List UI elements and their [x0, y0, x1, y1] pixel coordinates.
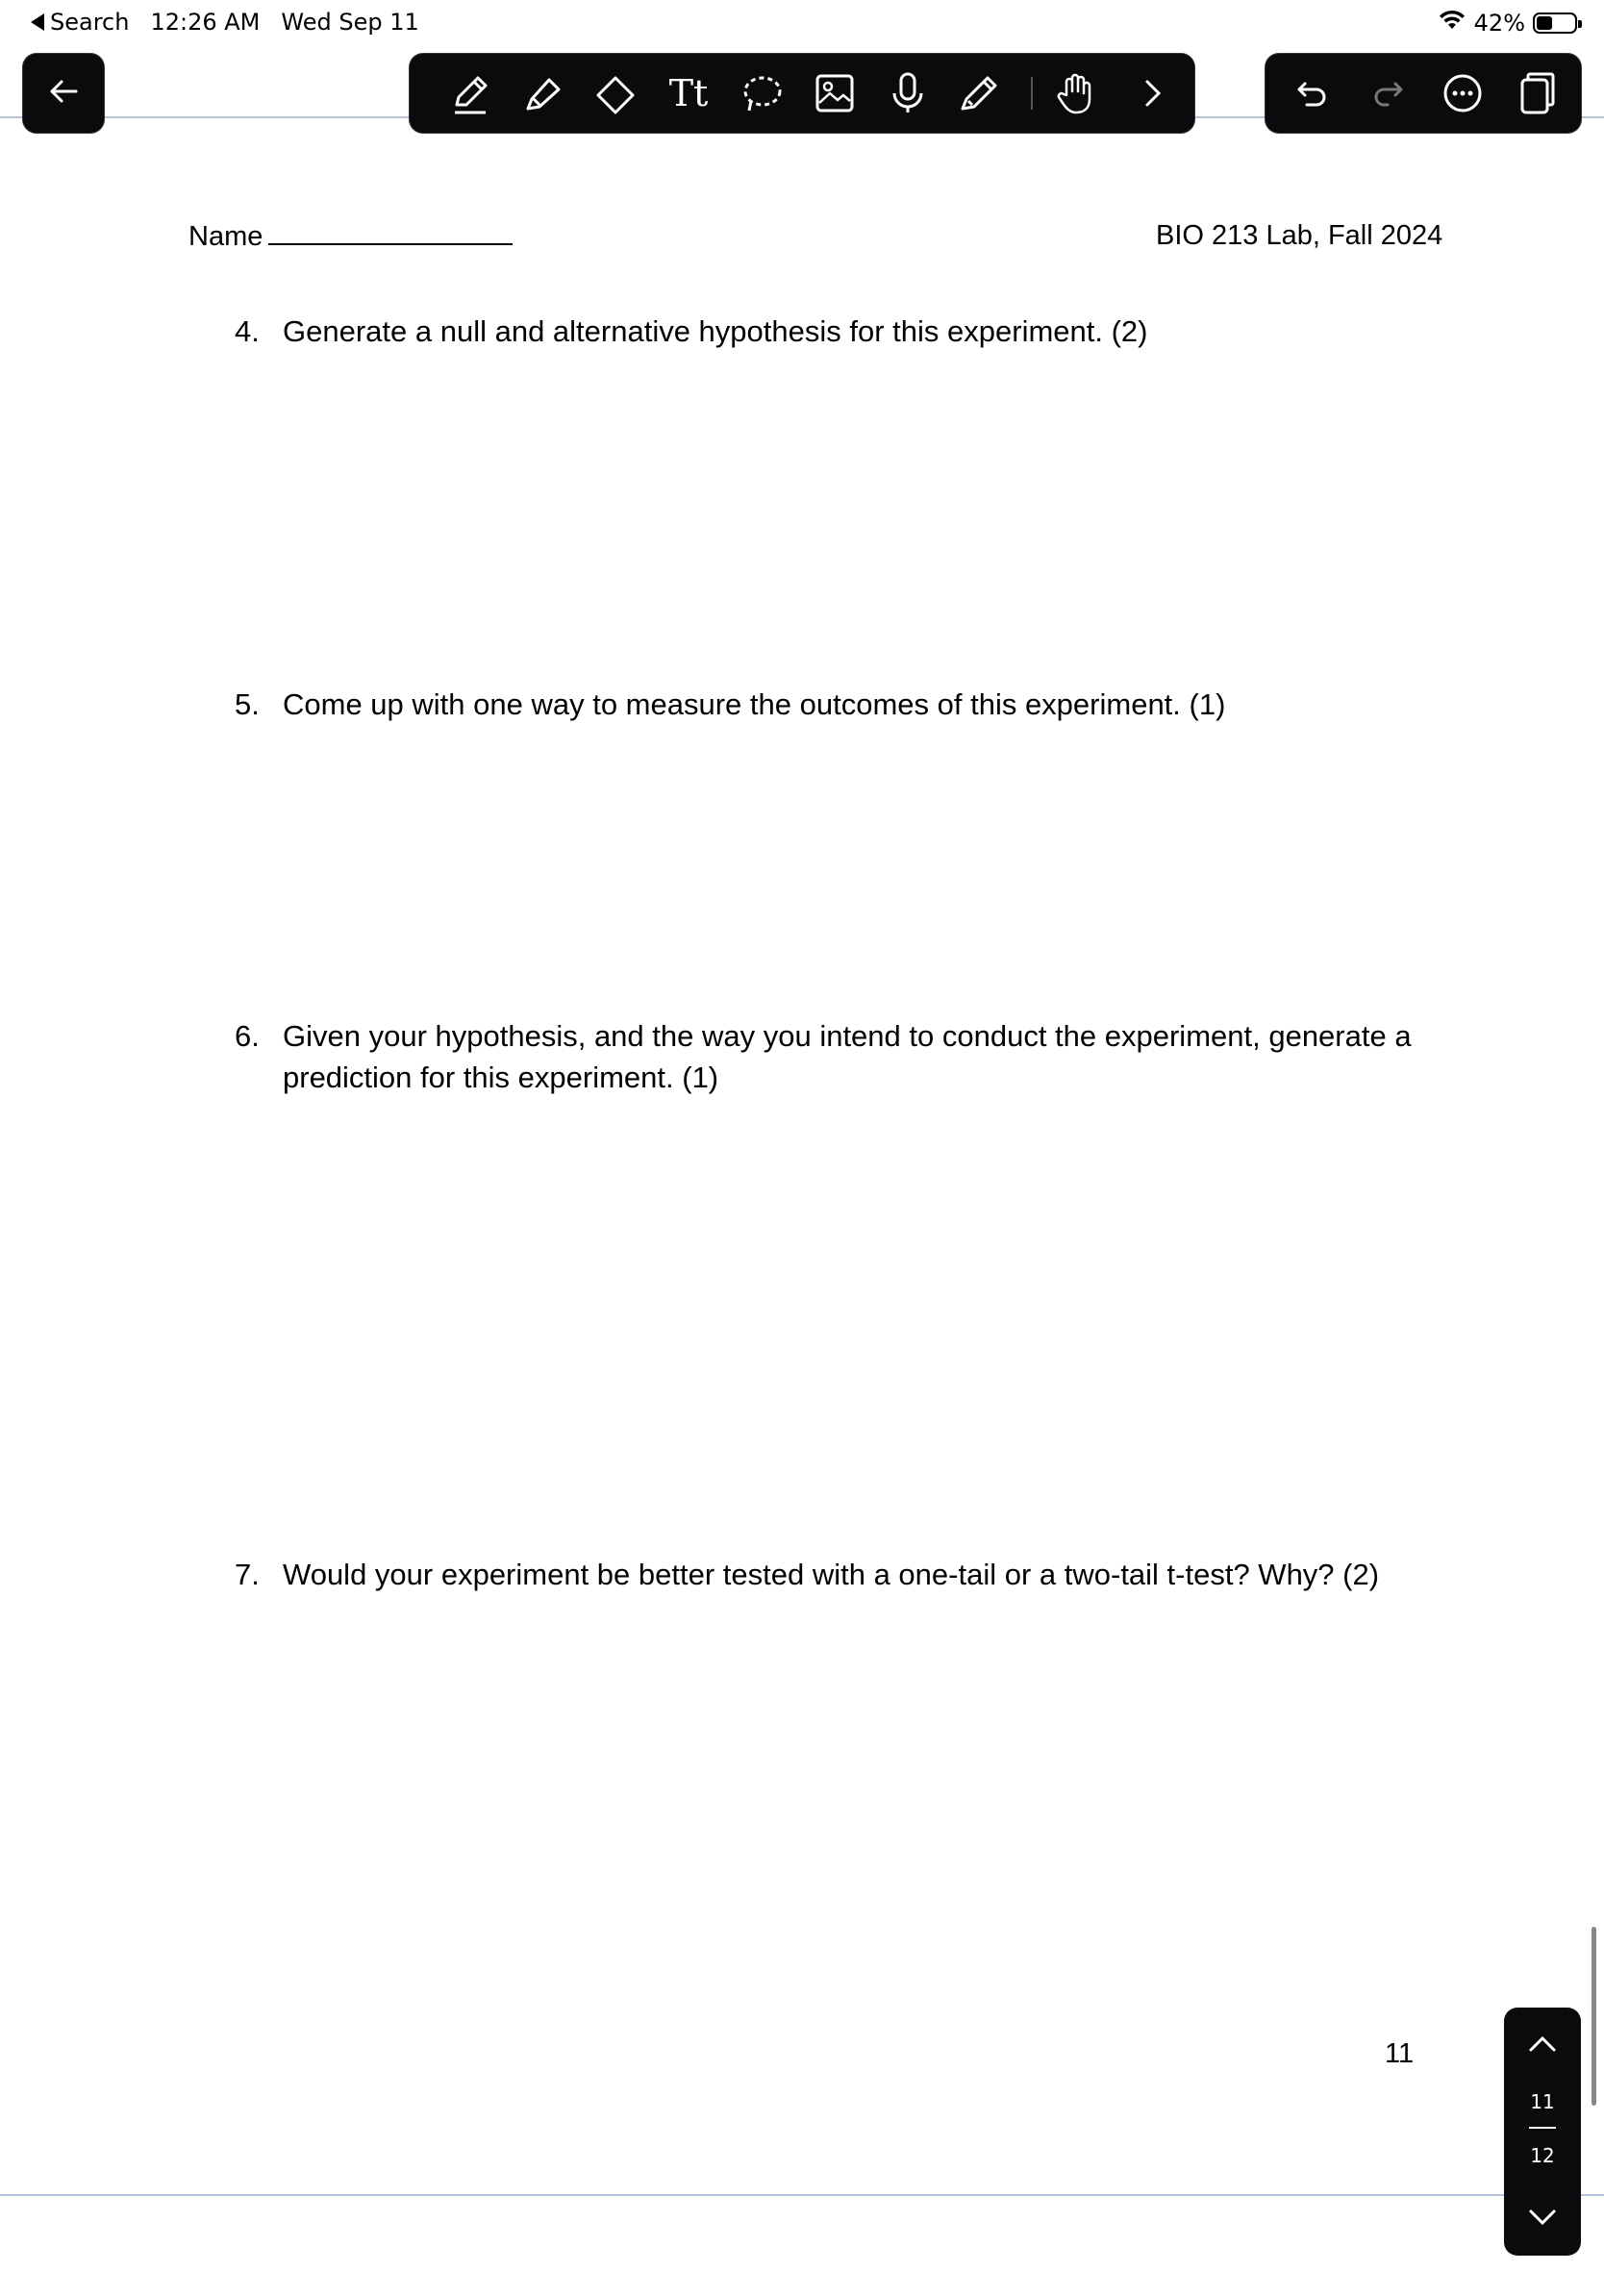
page-number: 11	[1385, 2038, 1415, 2069]
question-4	[235, 311, 1147, 352]
text-tool-icon: Tt	[668, 72, 709, 114]
redo-button[interactable]	[1362, 67, 1414, 119]
lasso-icon	[739, 70, 786, 116]
laser-pointer-icon	[957, 70, 1003, 116]
question-text: Come up with one way to measure the outcomes of this experiment. (1)	[283, 687, 1226, 721]
current-page-number: 11	[1530, 2090, 1555, 2113]
redo-icon	[1365, 70, 1411, 116]
question-number: 5.	[235, 687, 260, 721]
page-divider	[1529, 2127, 1556, 2129]
undo-button[interactable]	[1287, 67, 1339, 119]
next-page-button[interactable]	[1523, 2204, 1562, 2236]
document-actions-toolbar	[1266, 54, 1581, 133]
status-date: Wed Sep 11	[281, 9, 419, 36]
wifi-icon	[1438, 9, 1466, 37]
microphone-tool-button[interactable]	[882, 67, 934, 119]
question-text-line-2: prediction for this experiment. (1)	[283, 1061, 719, 1094]
question-number: 7.	[235, 1558, 260, 1591]
question-text: Generate a null and alternative hypothesis for this experiment. (2)	[283, 314, 1148, 348]
battery-icon	[1533, 12, 1577, 34]
name-label: Name	[188, 221, 263, 252]
name-blank-line	[268, 220, 513, 245]
question-6	[235, 1015, 1412, 1098]
chevron-up-icon	[1523, 2029, 1562, 2058]
total-pages: 12	[1530, 2144, 1555, 2167]
back-triangle-icon	[31, 13, 44, 31]
pen-tool-button[interactable]	[444, 67, 496, 119]
undo-icon	[1290, 70, 1336, 116]
question-5	[235, 684, 1225, 725]
hand-tool-button[interactable]	[1050, 67, 1102, 119]
question-text-line-1: Given your hypothesis, and the way you intend to conduct the experiment, generate a	[283, 1019, 1412, 1053]
question-7	[235, 1554, 1379, 1595]
highlighter-icon	[520, 70, 566, 116]
lasso-tool-button[interactable]	[737, 67, 789, 119]
page-navigator	[1504, 2008, 1581, 2256]
text-tool-button[interactable]	[663, 67, 714, 119]
highlighter-tool-button[interactable]	[517, 67, 569, 119]
image-tool-button[interactable]	[809, 67, 861, 119]
back-button[interactable]	[23, 54, 104, 133]
more-options-button[interactable]	[1437, 67, 1489, 119]
eraser-icon	[592, 70, 639, 116]
name-field-label	[188, 220, 513, 253]
chevron-right-icon	[1130, 70, 1176, 116]
status-bar	[0, 0, 1604, 46]
more-tools-button[interactable]	[1127, 67, 1179, 119]
page-boundary-line	[0, 2194, 1604, 2196]
course-header: BIO 213 Lab, Fall 2024	[1156, 220, 1443, 251]
question-text: Would your experiment be better tested with a one-tail or a two-tail t-test? Why? (2)	[283, 1558, 1380, 1591]
microphone-icon	[885, 70, 931, 116]
previous-page-button[interactable]	[1523, 2029, 1562, 2061]
pages-button[interactable]	[1510, 67, 1562, 119]
status-time: 12:26 AM	[150, 9, 261, 36]
pages-icon	[1513, 70, 1559, 116]
chevron-down-icon	[1523, 2204, 1562, 2233]
back-app-label: Search	[50, 9, 130, 36]
eraser-tool-button[interactable]	[589, 67, 641, 119]
question-number: 6.	[235, 1019, 260, 1053]
hand-icon	[1053, 70, 1099, 116]
back-to-app-button[interactable]	[31, 9, 129, 36]
pen-icon	[447, 70, 493, 116]
more-icon	[1440, 70, 1486, 116]
arrow-left-icon	[44, 72, 83, 115]
laser-pointer-tool-button[interactable]	[954, 67, 1006, 119]
toolbar-separator	[1031, 77, 1033, 110]
scrollbar[interactable]	[1591, 1927, 1596, 2106]
drawing-toolbar	[410, 54, 1194, 133]
battery-percent: 42%	[1473, 10, 1525, 37]
image-icon	[812, 70, 858, 116]
question-number: 4.	[235, 314, 260, 348]
